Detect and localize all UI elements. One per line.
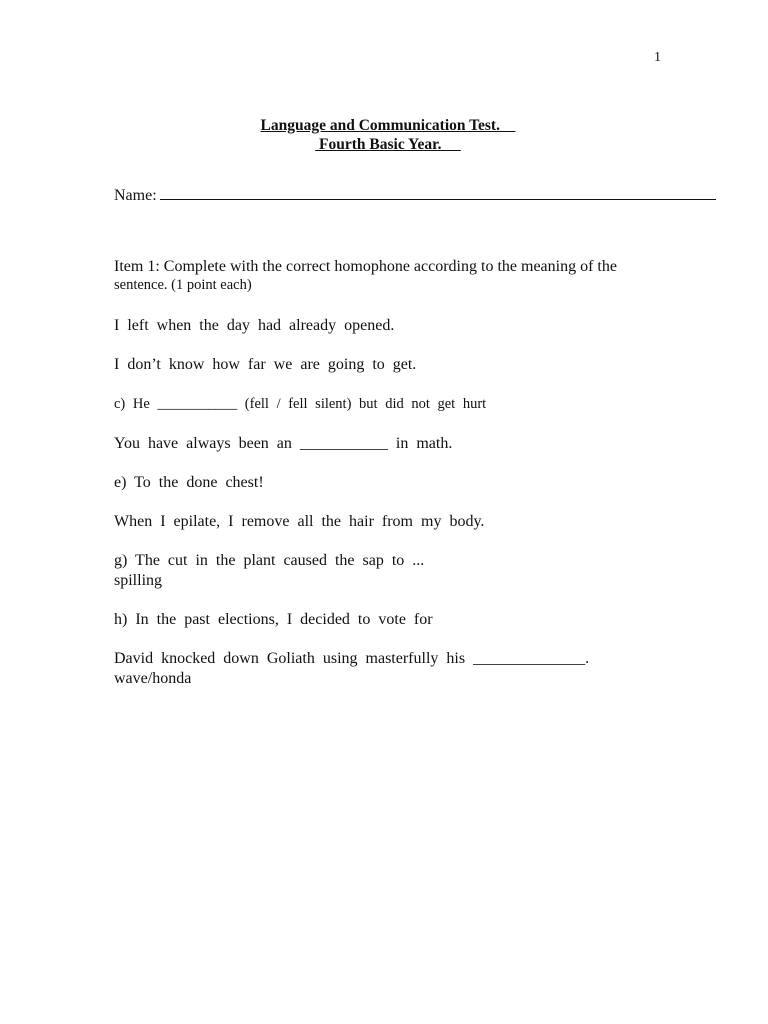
page-number: 1 bbox=[654, 50, 661, 65]
name-label: Name: bbox=[114, 187, 157, 204]
item-1-points: sentence. (1 point each) bbox=[114, 277, 252, 293]
test-title bbox=[0, 116, 768, 154]
title-line-2: Fourth Basic Year. bbox=[315, 136, 461, 153]
name-blank-line bbox=[160, 185, 716, 200]
title-line-1: Language and Communication Test. bbox=[260, 117, 516, 134]
sentence-h: h) In the past elections, I decided to vote for bbox=[114, 611, 433, 628]
name-field-row bbox=[114, 185, 716, 205]
sentence-i-hint: wave/honda bbox=[114, 670, 192, 687]
sentence-a: I left when the day had already opened. bbox=[114, 317, 395, 334]
sentence-i: David knocked down Goliath using masterfully his ______________. bbox=[114, 650, 590, 667]
item-1-instructions: Item 1: Complete with the correct homophone according to the meaning of the bbox=[114, 258, 617, 275]
sentence-g: g) The cut in the plant caused the sap to ... bbox=[114, 552, 425, 569]
sentence-c: c) He ___________ (fell / fell silent) but did not get hurt bbox=[114, 396, 487, 412]
sentence-g-hint: spilling bbox=[114, 572, 163, 589]
sentence-e: e) To the done chest! bbox=[114, 474, 264, 491]
sentence-d: You have always been an ___________ in math. bbox=[114, 435, 453, 452]
item-1-heading bbox=[114, 258, 694, 294]
sentence-b: I don’t know how far we are going to get. bbox=[114, 356, 417, 373]
sentence-f: When I epilate, I remove all the hair from my body. bbox=[114, 513, 485, 530]
